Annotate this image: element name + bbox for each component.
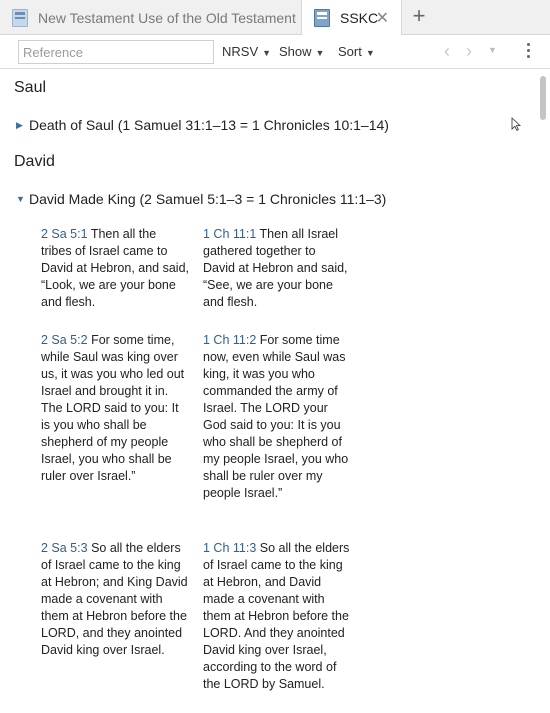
new-tab-button[interactable]: + <box>412 3 426 28</box>
book-icon <box>314 9 330 27</box>
show-dropdown[interactable] <box>279 44 324 59</box>
verse-right <box>203 332 351 502</box>
triangle-down-icon: ▼ <box>16 194 25 204</box>
section-heading-saul: Saul <box>14 79 47 96</box>
scrollbar[interactable] <box>540 76 546 120</box>
verse-reference-link[interactable]: 2 Sa 5:2 <box>41 333 88 347</box>
show-label: Show <box>279 44 312 59</box>
book-icon <box>12 9 28 27</box>
content-panel <box>0 70 550 713</box>
section-title: Death of Saul (1 Samuel 31:1–13 = 1 Chronicles 10:1–14) <box>29 117 389 133</box>
verse-reference-link[interactable]: 1 Ch 11:3 <box>203 541 257 555</box>
verse-right <box>203 540 351 693</box>
close-icon[interactable]: ✕ <box>375 10 389 27</box>
verse-text: So all the elders of Israel came to the king at Hebron; and King David made a covenant with them at Hebron before the LORD, and they anointed David king over Israel. <box>41 541 188 657</box>
tab-label: SSKC <box>340 10 379 26</box>
section-death-of-saul[interactable] <box>16 117 389 133</box>
tab-sskc[interactable] <box>302 0 402 36</box>
tab-bar <box>0 0 550 35</box>
reference-input[interactable] <box>18 40 214 64</box>
verse-left <box>41 226 189 311</box>
caret-down-icon: ▼ <box>315 48 325 58</box>
mouse-cursor-icon <box>511 117 521 131</box>
sort-label: Sort <box>338 44 362 59</box>
toolbar <box>0 35 550 69</box>
sort-dropdown[interactable] <box>338 44 375 59</box>
verse-text: For some time now, even while Saul was king, it was you who commanded the army of Israel. The LORD your God said to you: It is you who shall be shepherd of my people Israel, you who shall be ruler over my people Israel.” <box>203 333 349 500</box>
verse-reference-link[interactable]: 2 Sa 5:1 <box>41 227 88 241</box>
caret-down-icon: ▼ <box>262 48 272 58</box>
verse-reference-link[interactable]: 2 Sa 5:3 <box>41 541 88 555</box>
section-heading-david: David <box>14 153 55 170</box>
verse-reference-link[interactable]: 1 Ch 11:1 <box>203 227 257 241</box>
history-dropdown-icon[interactable]: ▼ <box>488 45 497 55</box>
verse-text: Then all the tribes of Israel came to David at Hebron, and said, “Look, we are your bone and flesh. <box>41 227 190 309</box>
version-dropdown[interactable] <box>222 44 271 59</box>
back-arrow-icon[interactable]: ‹ <box>444 41 450 61</box>
verse-text: For some time, while Saul was king over us, it was you who led out Israel and brought it in. The LORD said to you: It is you who shall be shepherd of my people Israel, you who shall be ruler over Israel.” <box>41 333 185 483</box>
tab-label: New Testament Use of the Old Testament <box>38 9 296 26</box>
section-title: David Made King (2 Samuel 5:1–3 = 1 Chronicles 11:1–3) <box>29 191 387 207</box>
verse-right <box>203 226 351 311</box>
more-options-icon[interactable] <box>523 43 533 61</box>
section-david-made-king[interactable] <box>16 191 386 207</box>
verse-reference-link[interactable]: 1 Ch 11:2 <box>203 333 257 347</box>
verse-left <box>41 540 189 659</box>
verse-text: So all the elders of Israel came to the king at Hebron, and David made a covenant with them at Hebron before the LORD. And they anointed David king over Israel, according to the word of the LORD by Samuel. <box>203 541 350 691</box>
triangle-right-icon: ▶ <box>16 119 23 130</box>
tab-new-testament-use[interactable] <box>0 0 302 35</box>
verse-left <box>41 332 189 485</box>
version-label: NRSV <box>222 44 259 59</box>
caret-down-icon: ▼ <box>365 48 375 58</box>
forward-arrow-icon[interactable]: › <box>466 41 472 61</box>
verse-text: Then all Israel gathered together to David at Hebron and said, “See, we are your bone and flesh. <box>203 227 348 309</box>
